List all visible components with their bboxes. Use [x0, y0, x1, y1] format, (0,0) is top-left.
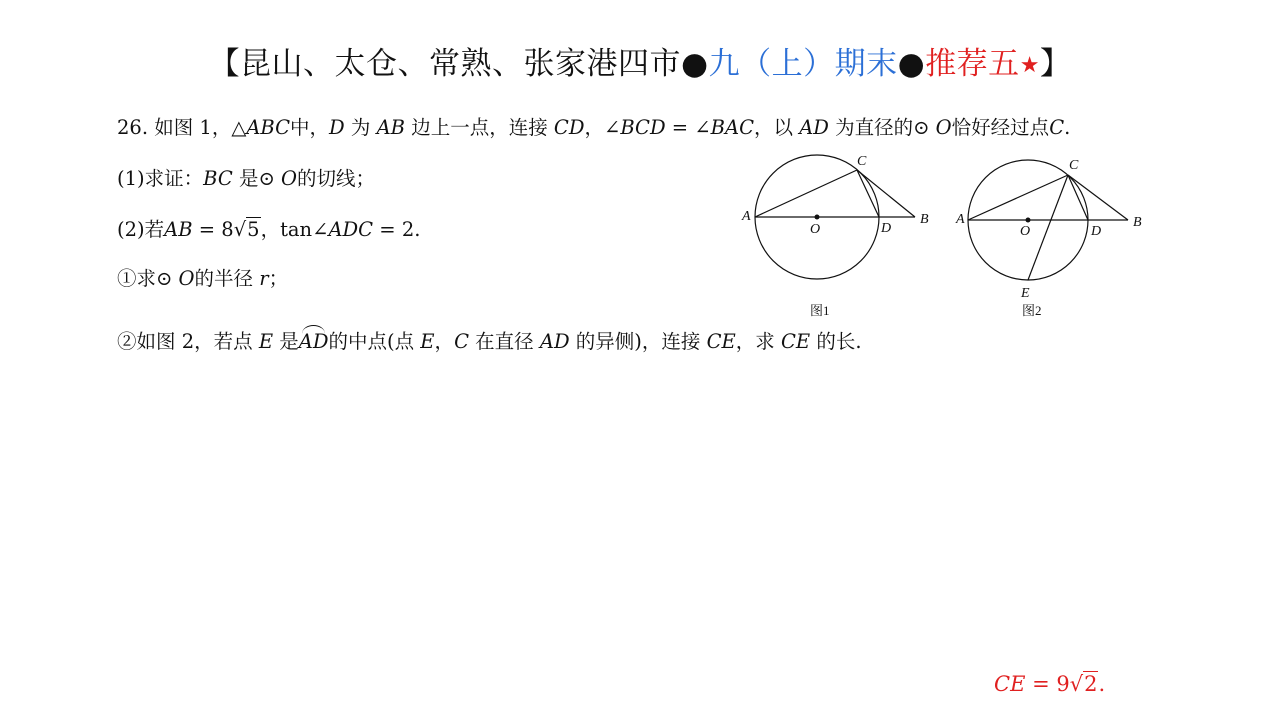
fig2-line-cd	[1068, 175, 1088, 220]
fig2-label-e: E	[1021, 286, 1030, 301]
problem-number: 26.	[117, 116, 149, 139]
q22-math: C	[454, 330, 469, 353]
title-part-1: 【昆山、太仓、常熟、张家港四市●	[208, 46, 709, 82]
stem-math: O	[935, 116, 952, 139]
question-2-sub-2	[117, 326, 862, 354]
stem-math: C	[1049, 116, 1065, 139]
stem-math: AB	[376, 116, 406, 139]
stem-math: BAC	[710, 116, 754, 139]
q1-text: (1)求证：	[117, 167, 204, 190]
q2-text: ，tan∠	[260, 218, 329, 241]
fig2-label-c: C	[1069, 158, 1079, 173]
answer-end: .	[1098, 672, 1106, 696]
q21-math: O	[178, 267, 195, 290]
q2-text: = 8	[192, 218, 234, 241]
q22-text: ，	[434, 330, 455, 353]
title-part-3: ●	[897, 46, 926, 82]
q2-text: = 2.	[373, 218, 421, 241]
stem-math: BCD	[620, 116, 666, 139]
question-2-sub-1	[117, 263, 288, 291]
q22-text: ②如图 2，若点	[117, 330, 259, 353]
q1-text: 是⊙	[232, 167, 281, 190]
stem-math: AD	[799, 116, 829, 139]
q22-math: CE	[780, 330, 811, 353]
q2-math: AB	[164, 218, 193, 241]
stem-text: 恰好经过点	[951, 116, 1050, 139]
stem-text: 中，	[290, 116, 330, 139]
fig1-label-d: D	[881, 221, 892, 236]
fig2-line-cb	[1068, 175, 1128, 220]
q21-text: ；	[268, 267, 289, 290]
q21-text: ①求⊙	[117, 267, 179, 290]
fig1-label-b: B	[920, 212, 929, 227]
problem-stem	[117, 112, 1070, 140]
stem-text: 如图 1，△	[154, 116, 247, 139]
figure-1	[755, 155, 915, 279]
answer-text: CE = 9√2.	[994, 672, 1106, 696]
figure-2	[968, 160, 1128, 280]
stem-math: D	[329, 116, 345, 139]
fig2-label-a: A	[956, 212, 965, 227]
q22-text: 的长.	[810, 330, 862, 353]
star-icon: ★	[1019, 53, 1040, 78]
fig2-label-d: D	[1091, 224, 1102, 239]
q22-text: 是	[273, 330, 299, 353]
answer-value: = 9	[1025, 672, 1070, 696]
title-part-4: 推荐五	[925, 46, 1020, 82]
q22-math: AD	[539, 330, 570, 353]
q22-math: E	[420, 330, 435, 353]
q22-text: ，求	[735, 330, 781, 353]
fig1-label-a: A	[742, 209, 751, 224]
fig1-line-cb	[857, 170, 915, 217]
q1-math: BC	[203, 167, 233, 190]
fig1-label-o: O	[810, 222, 821, 237]
stem-math: CD	[553, 116, 585, 139]
answer-math: CE	[994, 672, 1026, 696]
geometry-figures	[730, 148, 1150, 328]
question-2: (2)若AB = 8√5，tan∠ADC = 2.	[117, 218, 421, 241]
arc-ad: AD	[298, 330, 329, 353]
question-1	[117, 163, 375, 191]
q1-math: O	[281, 167, 297, 190]
stem-text: 为	[344, 116, 377, 139]
q2-math: ADC	[328, 218, 374, 241]
stem-text: = ∠	[665, 116, 711, 139]
q22-math: CE	[706, 330, 736, 353]
q22-math: E	[258, 330, 274, 353]
title-part-2: 九（上）期末	[708, 46, 898, 82]
fig1-label-c: C	[857, 154, 867, 169]
q2-sqrt: 5	[247, 218, 260, 241]
q21-math: r	[259, 267, 269, 290]
fig2-caption: 图2	[1022, 303, 1042, 318]
stem-text: .	[1064, 116, 1071, 139]
q1-text: 的切线；	[297, 167, 376, 190]
stem-math: ABC	[246, 116, 291, 139]
answer-sqrt: 2	[1084, 672, 1098, 696]
fig2-label-b: B	[1133, 215, 1142, 230]
stem-text: 为直径的⊙	[828, 116, 936, 139]
fig1-caption: 图1	[810, 303, 830, 318]
q22-text: 的异侧)，连接	[569, 330, 707, 353]
fig2-center-point	[1026, 218, 1031, 223]
q22-text: 在直径	[468, 330, 540, 353]
q21-text: 的半径	[194, 267, 260, 290]
q2-text: (2)若	[117, 218, 165, 241]
stem-text: ，∠	[584, 116, 621, 139]
stem-text: ，以	[754, 116, 800, 139]
page-title	[0, 38, 1280, 83]
title-part-5: 】	[1039, 46, 1072, 82]
stem-text: 边上一点，连接	[405, 116, 554, 139]
fig1-center-point	[815, 215, 820, 220]
fig1-line-cd	[857, 170, 879, 217]
fig2-label-o: O	[1020, 224, 1031, 239]
q22-text: 的中点(点	[328, 330, 421, 353]
